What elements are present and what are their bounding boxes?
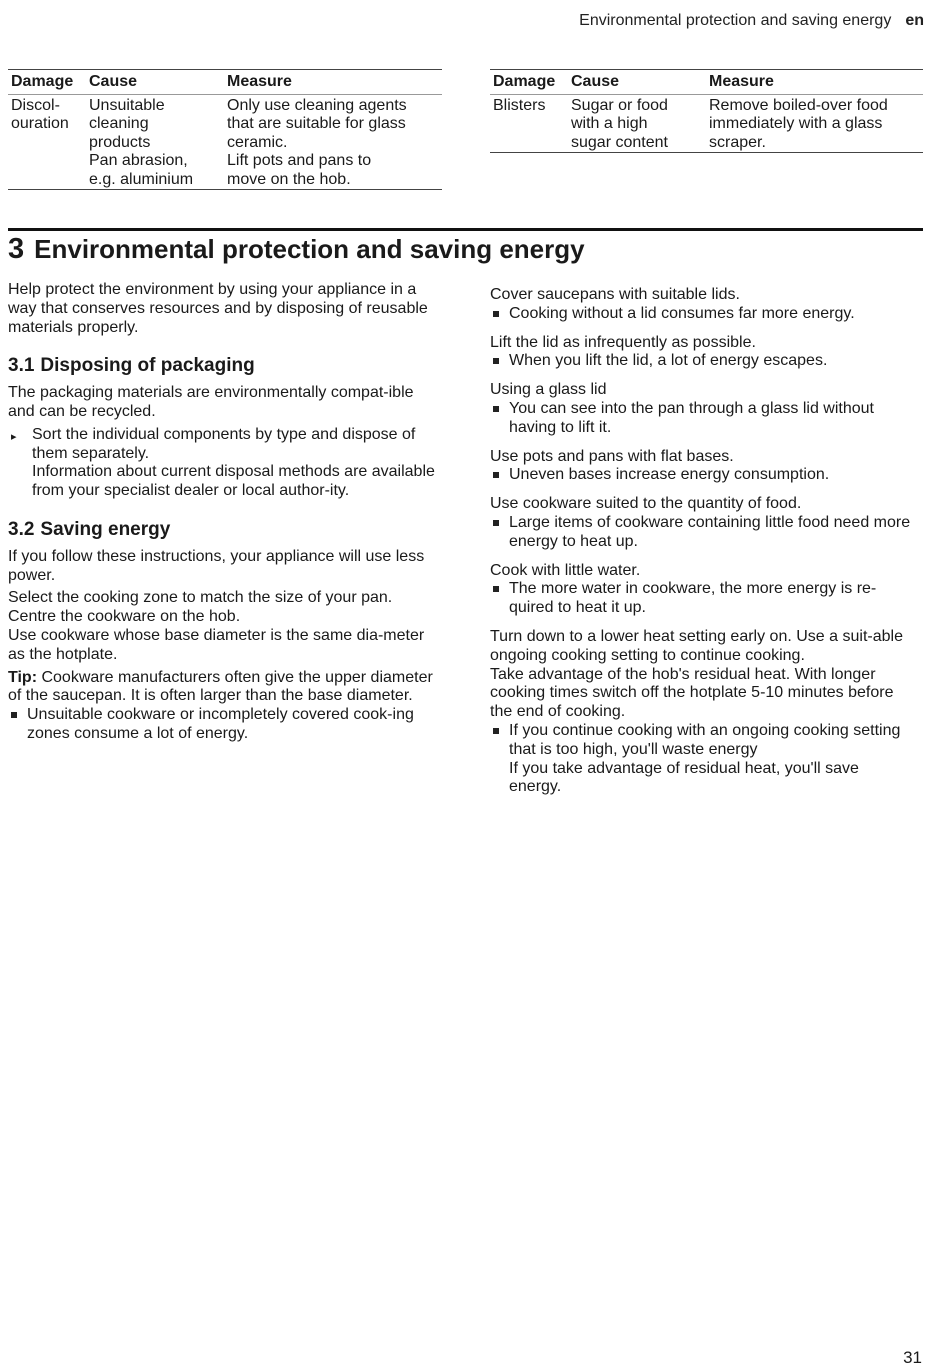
- damage-table-left: [8, 69, 442, 190]
- list-item: [490, 580, 915, 618]
- square-bullet-icon: [493, 406, 499, 412]
- column-header-damage: Damage: [490, 70, 568, 95]
- bullet-text: You can see into the pan through a glass lid without having to lift it.: [509, 399, 874, 436]
- bullet-text: When you lift the lid, a lot of energy escapes.: [509, 352, 828, 370]
- packaging-paragraph: The packaging materials are environmentally compat-ible and can be recycled.: [8, 384, 414, 420]
- column-header-damage: Damage: [8, 70, 86, 95]
- tip-text: Use pots and pans with flat bases.: [490, 447, 734, 465]
- tip-text: Use cookware suited to the quantity of food.: [490, 495, 802, 513]
- tip-text: Cover saucepans with suitable lids.: [490, 286, 740, 303]
- right-column: [490, 286, 915, 807]
- tip-group-cookware-size: [490, 495, 915, 551]
- tip-text: Cook with little water.: [490, 561, 641, 579]
- square-bullet-icon: [11, 712, 17, 718]
- cell-measure: Only use cleaning agents that are suitable for glass ceramic. Lift pots and pans to move on the hob.: [224, 94, 442, 190]
- table-row: [490, 94, 923, 153]
- cell-damage: Blisters: [490, 94, 568, 153]
- base-diameter-paragraph: Use cookware whose base diameter is the same dia-meter as the hotplate.: [8, 626, 425, 663]
- damage-table-right: [490, 69, 923, 153]
- running-header: [579, 12, 924, 30]
- chapter-heading: [8, 228, 923, 266]
- intro-paragraph: Help protect the environment by using your appliance in a way that conserves resources and by disposing of reusable materials properly.: [8, 281, 428, 336]
- page-number: 31: [903, 1348, 922, 1367]
- cooking-zone-paragraph: Select the cooking zone to match the size of your pan. Centre the cookware on the hob.: [8, 589, 393, 626]
- language-code: en: [905, 12, 924, 29]
- square-bullet-icon: [493, 520, 499, 526]
- section-number: 3.1: [8, 355, 35, 377]
- table-row: [8, 94, 442, 190]
- column-header-measure: Measure: [224, 70, 442, 95]
- tip-paragraph: [8, 669, 440, 707]
- cell-cause: Unsuitable cleaning products Pan abrasion, e.g. aluminium: [86, 94, 224, 190]
- list-item: [490, 514, 915, 552]
- section-heading-saving: [8, 518, 440, 540]
- chapter-title: Environmental protection and saving energy: [34, 234, 585, 264]
- bullet-text: Uneven bases increase energy consumption.: [509, 466, 830, 484]
- tip-group-little-water: [490, 562, 915, 618]
- column-header-cause: Cause: [86, 70, 224, 95]
- bullet-text-secondary: If you take advantage of residual heat, you'll save energy.: [509, 759, 859, 796]
- cell-cause: Sugar or food with a high sugar content: [568, 94, 706, 153]
- section-title: Saving energy: [40, 518, 171, 540]
- square-bullet-icon: [493, 358, 499, 364]
- tip-group-flat-bases: [490, 448, 915, 486]
- table-header-row: [8, 70, 442, 95]
- tip-group-lids: [490, 286, 915, 324]
- bullet-text: Cooking without a lid consumes far more energy.: [509, 304, 855, 322]
- chapter-number: 3: [8, 233, 25, 265]
- bullet-text: If you continue cooking with an ongoing cooking setting that is too high, you'll waste energy: [509, 721, 901, 758]
- section-number: 3.2: [8, 518, 35, 540]
- instruction-step: [8, 426, 440, 501]
- step-info: Information about current disposal methods are available from your specialist dealer or local author-ity.: [32, 463, 435, 500]
- cell-damage: Discol- ouration: [8, 94, 86, 190]
- tip-text-secondary: Take advantage of the hob's residual heat. With longer cooking times switch off the hotplate 5-10 minutes before the end of cooking.: [490, 665, 894, 721]
- cell-measure: Remove boiled-over food immediately with a glass scraper.: [706, 94, 923, 153]
- saving-paragraph: If you follow these instructions, your appliance will use less power.: [8, 547, 425, 584]
- square-bullet-icon: [493, 472, 499, 478]
- step-text: Sort the individual components by type and dispose of them separately.: [32, 425, 416, 462]
- list-item: [490, 305, 915, 324]
- list-item: [490, 352, 915, 371]
- running-header-title: Environmental protection and saving energy: [579, 12, 892, 29]
- bullet-text: Large items of cookware containing little food need more energy to heat up.: [509, 513, 911, 550]
- table-header-row: [490, 70, 923, 95]
- list-item: [490, 722, 915, 797]
- tip-group-residual-heat: [490, 628, 915, 797]
- tip-group-lift-lid: [490, 334, 915, 372]
- left-column: [8, 281, 440, 744]
- column-header-measure: Measure: [706, 70, 923, 95]
- tip-group-glass-lid: [490, 381, 915, 437]
- list-item: [490, 400, 915, 438]
- tip-text: Turn down to a lower heat setting early on. Use a suit-able ongoing cooking setting to continue cooking.: [490, 627, 903, 664]
- column-header-cause: Cause: [568, 70, 706, 95]
- tip-text: Cookware manufacturers often give the upper diameter of the saucepan. It is often larger than the base diameter.: [8, 668, 433, 705]
- square-bullet-icon: [493, 728, 499, 734]
- bullet-text: Unsuitable cookware or incompletely covered cook-ing zones consume a lot of energy.: [27, 706, 414, 742]
- section-title: Disposing of packaging: [40, 355, 255, 377]
- tip-label: Tip:: [8, 668, 38, 686]
- section-heading-disposing: [8, 357, 440, 376]
- square-bullet-icon: [493, 586, 499, 592]
- list-item: [8, 706, 440, 744]
- square-bullet-icon: [493, 311, 499, 317]
- triangle-bullet-icon: ▸: [11, 430, 17, 443]
- bullet-text: The more water in cookware, the more energy is re-quired to heat it up.: [509, 580, 877, 617]
- tip-text: Lift the lid as infrequently as possible.: [490, 333, 756, 351]
- list-item: [490, 466, 915, 485]
- tip-text: Using a glass lid: [490, 381, 607, 399]
